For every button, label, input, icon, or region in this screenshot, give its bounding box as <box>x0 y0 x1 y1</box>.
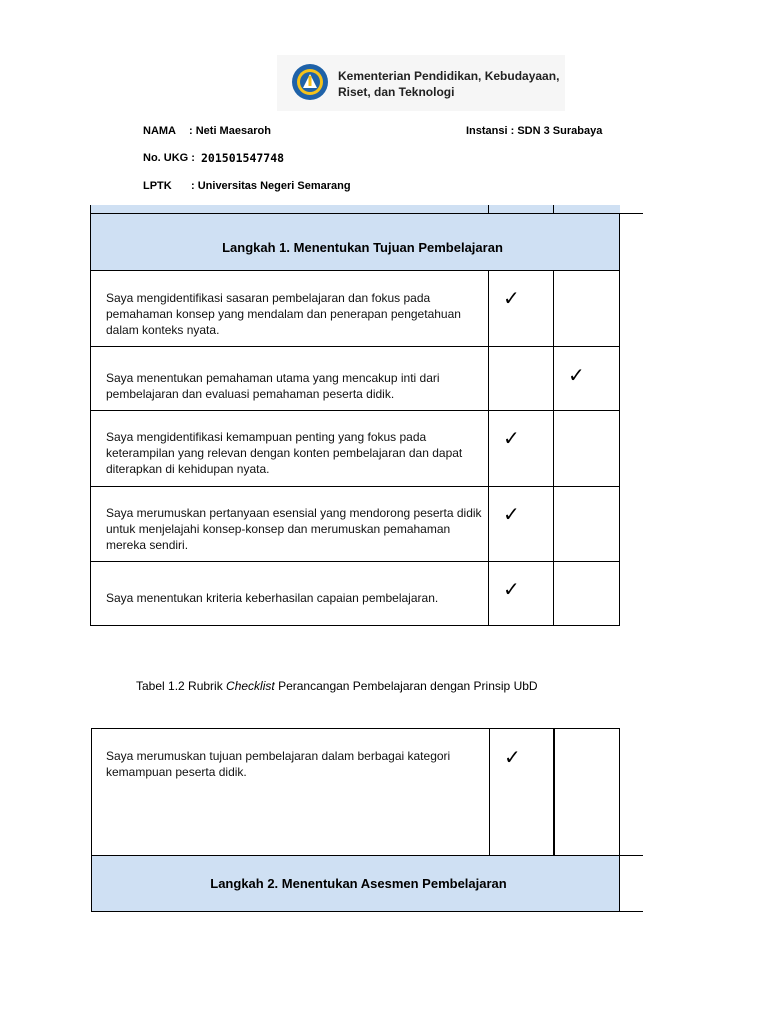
caption-prefix: Tabel 1.2 Rubrik <box>136 679 227 693</box>
caption-italic: Checklist <box>226 679 275 693</box>
table1-header-bottom-line <box>90 270 620 271</box>
table-caption <box>136 679 538 693</box>
table2-header-top-line <box>91 855 643 856</box>
nama-label: NAMA <box>143 125 176 137</box>
caption-suffix: Perancangan Pembelajaran dengan Prinsip UbD <box>274 679 538 693</box>
ministry-emblem-icon <box>291 62 329 102</box>
table1-top-divider-a <box>488 205 489 213</box>
table2-bottom-line <box>91 911 643 912</box>
checkmark-icon: ✓ <box>568 363 585 387</box>
table2-left-border <box>91 728 92 912</box>
table1-header-top-line <box>90 213 643 214</box>
lptk-label: LPTK <box>143 180 172 192</box>
table1-row-4-text: Saya merumuskan pertanyaan esensial yang mendorong peserta didik untuk menjelajahi konsep-konsep dan merumuskan pemahaman mereka sendiri. <box>106 506 482 552</box>
table1-row-line-2 <box>90 410 620 411</box>
table1-right-border <box>619 213 620 626</box>
table1-bottom-line <box>90 625 620 626</box>
table2-header-title: Langkah 2. Menentukan Asesmen Pembelajaran <box>210 876 507 891</box>
table1-row-line-4 <box>90 561 620 562</box>
ukg-value: 201501547748 <box>201 151 285 165</box>
table1-header-title: Langkah 1. Menentukan Tujuan Pembelajaran <box>222 240 503 255</box>
ministry-line-1: Kementerian Pendidikan, Kebudayaan, <box>338 69 560 83</box>
table1-row-3-text: Saya mengidentifikasi kemampuan penting yang fokus pada keterampilan yang relevan dengan konten pembelajaran dan dapat diterapkan di kehidupan nyata. <box>106 430 463 476</box>
table2-top-line <box>91 728 620 729</box>
checkmark-icon: ✓ <box>503 577 520 601</box>
checkmark-icon: ✓ <box>503 502 520 526</box>
ukg-label: No. UKG : <box>143 152 195 164</box>
table-top-band <box>90 205 620 213</box>
lptk-value: : Universitas Negeri Semarang <box>191 180 351 192</box>
instansi-text: Instansi : SDN 3 Surabaya <box>466 125 603 137</box>
table1-row-line-3 <box>90 486 620 487</box>
table2-col-divider-1 <box>489 728 490 855</box>
table1-col-divider-1 <box>488 270 489 626</box>
ministry-line-2: Riset, dan Teknologi <box>338 85 455 99</box>
ministry-name <box>338 68 568 100</box>
table1-row-2-text: Saya menentukan pemahaman utama yang mencakup inti dari pembelajaran dan evaluasi pemahaman peserta didik. <box>106 371 440 401</box>
table1-row-5-text: Saya menentukan kriteria keberhasilan capaian pembelajaran. <box>106 591 439 605</box>
table2-right-border <box>619 728 620 912</box>
table1-row-1-text: Saya mengidentifikasi sasaran pembelajaran dan fokus pada pemahaman konsep yang mendalam dan penerapan pengetahuan dalam konteks nyata. <box>106 291 461 337</box>
checkmark-icon: ✓ <box>503 426 520 450</box>
table1-col-divider-2 <box>553 270 554 626</box>
checkmark-icon: ✓ <box>504 745 521 769</box>
table1-top-divider-b <box>553 205 554 213</box>
table2-row-text: Saya merumuskan tujuan pembelajaran dalam berbagai kategori kemampuan peserta didik. <box>106 749 451 779</box>
table1-left-border <box>90 205 91 626</box>
table2-col-divider-2 <box>553 728 555 855</box>
nama-value: : Neti Maesaroh <box>189 125 271 137</box>
checkmark-icon: ✓ <box>503 286 520 310</box>
table1-row-line-1 <box>90 346 620 347</box>
